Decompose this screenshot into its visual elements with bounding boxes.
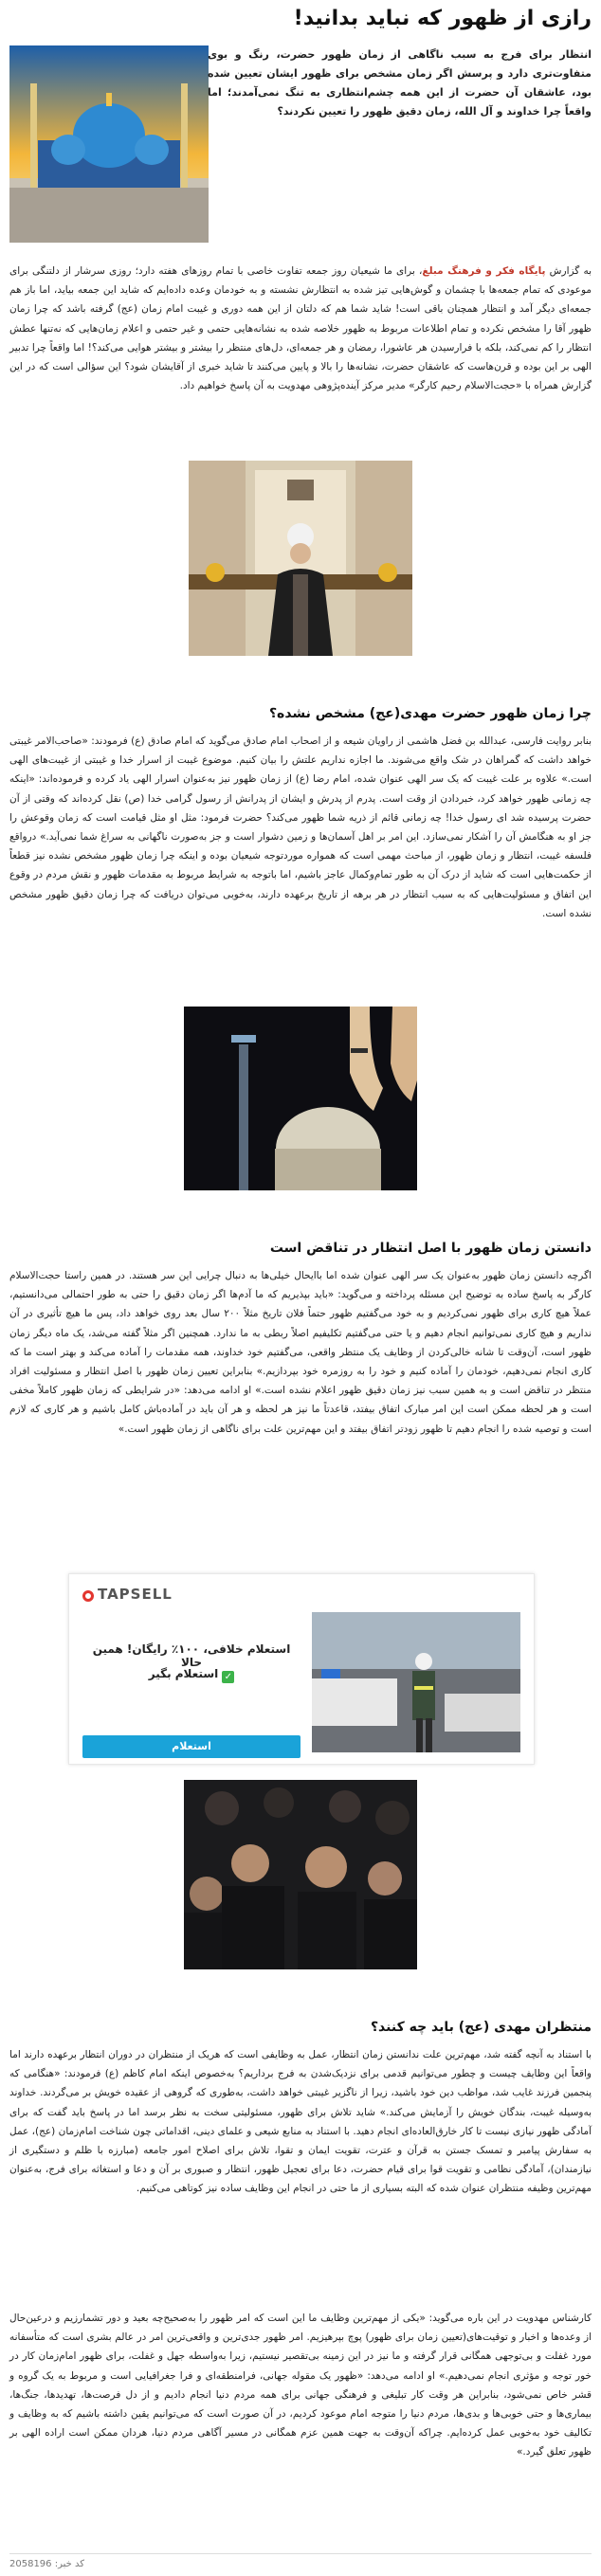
section-heading-contradiction: دانستن زمان ظهور با اصل انتظار در تناقض است bbox=[269, 1241, 592, 1256]
news-code: کد خبر: 2058196 bbox=[9, 2559, 84, 2569]
lead-section bbox=[9, 45, 592, 245]
closing-paragraph: کارشناس مهدویت در این باره می‌گوید: «یکی از مهم‌ترین وظایف ما این است که امر ظهور را به‌صحیح‌چه بعید و دور تشمارزیم و درعین‌حال از وعده‌ها و اخبار و توقیت‌های(تعیین زمان برای ظهور) پوچ بپرهیزیم. امر ظهور جدی‌ترین و واقعی‌ترین امر در عالم بشری است که متأسفانه مورد غفلت و بی‌توجهی همگانی قرار گرفته و ما نیز در این زمینه بی‌تقصیر نیستیم، زیرا به‌واسطه جهل و غفلت، برای ظهور امام‌زمان کار در خور توجه و مؤثری انجام نمی‌دهیم.» او ادامه می‌دهد: «ظهور یک مقوله جهانی، فرامنطقه‌ای و فرا جغرافیایی است و مربوط به یک گروه و قشر خاص نمی‌شود، بنابراین هر وقت کار تبلیغی و فرهنگی جهانی برای همه مردم دنیا انجام دادیم و از دل فرصت‌ها، تهدیدها، جنگ‌ها، بیماری‌ها و حتی خوبی‌ها و بدی‌ها، مردم دنیا را متوجه امام موعود کردیم، در آن صورت است که می‌توانیم یقین داشته باشیم که به وظایف و تکالیف خود به‌خوبی عمل کرده‌ایم. چراکه آن‌وقت به جهت همین عزم همگانی در مسیر آگاهی مردم دنیا، هردان ممکن است اراده الهی بر ظهور تعلق گیرد.» bbox=[9, 2313, 592, 2458]
ad-cta-button[interactable]: استعلام bbox=[82, 1735, 300, 1758]
lead-paragraph: انتظار برای فرج به سبب ناگاهی از زمان ظهور حضرت، رنگ و بوی متفاوت‌تری دارد و پرسش اگر زمان مشخص برای ظهور ایشان تعیین شده بود، عاشقان آن حضرت از این همه چشم‌انتظاری به تنگ نمی‌آمدند؛ اما واقعاً چرا خداوند و آل الله، زمان دقیق ظهور را تعیین نکردند؟ bbox=[208, 48, 592, 118]
ad-logo-ring-icon bbox=[82, 1590, 94, 1602]
check-icon: ✓ bbox=[222, 1671, 234, 1683]
mourning-crowd-photo bbox=[184, 1780, 417, 1969]
ad-subline-text: استعلام بگیر bbox=[148, 1667, 219, 1680]
section-heading-what-to-do: منتظران مهدی (عج) باید چه کنند؟ bbox=[370, 2020, 592, 2035]
source-link[interactable]: پایگاه فکر و فرهنگ مبلغ bbox=[422, 265, 546, 277]
ad-subline bbox=[82, 1667, 300, 1683]
section2-paragraph: اگرچه دانستن زمان ظهور به‌عنوان یک سر الهی عنوان شده اما باایحال خیلی‌ها به دنبال چرایی این سر هستند. در همین راستا حجت‌الاسلام کارگر به پاسخ ساده به توضیح این مسئله پرداخته و می‌گوید: «باید بپذیریم که ما آدم‌ها اگر زمان دقیق را حتی به طور احتمالی می‌دانستیم، عملاً هیچ کاری برای ظهور نمی‌کردیم و به خود می‌گفتیم ظهور حتماً فلان تاریخ مثلاً ۲۰۰ سال بعد روی خواهد داد، پس ما هیچ تأثیری در آن نداریم و هیچ کاری نمی‌توانیم انجام دهیم و یا حتی می‌گفتیم تکلیفیم اصلاً ربطی به ما ندارد. همچنین اگر مثلاً گفته می‌شد، یک ماه دیگر زمان ظهور است، آن‌وقت تا شانه خالی‌کردن از وظایف یک منتظر واقعی، می‌گفتیم خود خداوند، همه مقدمات را آماده می‌کند و بهتر است ما که کاری انجام نمی‌دهیم، خودمان را آماده کنیم و خود را به روزمره خود بپردازیم.» بنابراین تعیین زمان ظهور با اصل انتظار و مسئولیت افراد منتظر در تناقض است و به همین سبب نیز زمان دقیق ظهور اعلام نشده است.» او ادامه می‌دهد: «در شرایطی که زمان ظهور کاملاً مخفی است و هر لحظه ممکن است این امر مبارک اتفاق بیفتد، قاعدتاً ما نیز هر لحظه و هر آن باید در آماده‌باش کامل باشیم و هر کاری که لازم است و توصیه شده را انجام دهیم تا ظهور زودتر اتفاق بیفتد و این مهم‌ترین علت برای ناگاهی از زمان ظهور است.» bbox=[9, 1270, 592, 1435]
intro-body: ، برای ما شیعیان روز جمعه تفاوت خاصی با تمام روزهای هفته دارد؛ روزی سرشار از دلتنگی برای موعودی که تمام جمعه‌ها با چشمان و گوش‌هایی تیز شده به انتظارش نشسته و به خودمان وعده داده‌ایم که شاید این جمعه بیاید، اما باز هم جمعه‌ای دیگر آمد و انتظار همچنان باقی است! شاید شما هم که دلتان از این همه دوری و غیبت امام زمان (عج) گرفته باشد که چرا زمان ظهور آقا را مشخص نکرده و تمام اطلاعات مربوط به ظهور خلاصه شده به نشانه‌هایی حتمی و غیر حتمی و اعلام زمان‌هایی که نه‌تنها عطش انتظار را کم نمی‌کند، بلکه با فرارسیدن هر عاشورا، رمضان و هر جمعه‌ای، دل‌های منتظر را بیشتر و بیشتر هوایی می‌کند؟! اما واقعاً چرا تدبیر الهی بر این بوده و قرن‌هاست که عاشقان حضرت، نشانه‌ها را بالا و پایین می‌کنند تا شاید خبری از آقایشان شود؟ این سؤالی است که در این گزارش همراه با «حجت‌الاسلام رحیم کارگر» مدیر مرکز آینده‌پژوهی مهدویت به آن پاسخ خواهیم داد. bbox=[9, 265, 592, 392]
ad-headline: استعلام خلافی، ۱۰۰٪ رایگان! همین حالا bbox=[92, 1642, 291, 1669]
ad-brand-name: TAPSELL bbox=[98, 1586, 173, 1603]
intro-prefix: به گزارش bbox=[545, 265, 592, 277]
section-heading-why-not-specified: چرا زمان ظهور حضرت مهدی(عج) مشخص نشده؟ bbox=[268, 706, 592, 721]
intro-paragraph bbox=[9, 262, 592, 395]
advertisement-banner[interactable] bbox=[68, 1573, 535, 1765]
footer-divider bbox=[9, 2553, 592, 2554]
section1-paragraph: بنابر روایت فارسی، عبدالله بن فضل هاشمی از راویان شیعه و از اصحاب امام صادق می‌گوید که امام صادق (ع) فرمودند: «صاحب‌الامر غیبتی خواهد داشت که گمراهان در شک واقع می‌شوند. ما اجازه نداریم علتش را بیان کنیم. موضوع غیبت از اسرار خدا و غیبتی از غیبت‌های الهی است.» علاوه بر علت غیبت که یک سر الهی عنوان شده، امام رضا (ع) از زمان ظهور نیز به‌عنوان اسرار الهی یاد کرده و فرموده‌اند: «اینکه چه زمانی ظهور خواهد کرد، خبردادن از وقت است. پدرم از پدرش و ایشان از پدرانش از رسول گرامی خدا (ص) نقل کرده‌اند که وقتی از آن حضرت پرسیده شد ای رسول خدا! چه زمانی قائم از ذریه شما ظهور می‌کند؟ حضرت فرمود: مثل او مثل قیامت است که زمان وقوعش را جز او به هنگامش آن را آشکار نمی‌سازد. این امر بر اهل آسمان‌ها و زمین دشوار است و جز به‌صورت ناگهانی به سراغ شما نمی‌آید.» درواقع فلسفه غیبت، انتظار و زمان ظهور، از مباحث مهمی است که همواره موردتوجه شیعیان بوده و اینکه چرا زمان ظهور مشخص نشده نیز قطعاً از حکمت‌هایی است که شاید از درک آن به طور تمام‌وکمال عاجز باشیم، اما باتوجه به شرایط مربوط به مقدمات ظهور و نقش مردم در وقوع این اتفاق و مسئولیت‌هایی که به سبب انتظار در هر برهه از تاریخ برعهده دارند، به‌خوبی می‌توان دریافت که چرا زمان دقیق ظهور مشخص نشده است. bbox=[9, 735, 592, 919]
cleric-photo bbox=[189, 461, 412, 656]
ad-traffic-police-image bbox=[312, 1612, 520, 1752]
lead-image-shrine bbox=[9, 45, 209, 243]
section3-paragraph: با استناد به آنچه گفته شد، مهم‌ترین علت ندانستن زمان انتظار، عمل به وظایفی است که هریک از منتظران در دوران انتظار برعهده دارند اما واقعاً این وظایف چیست و چطور می‌توانیم قدمی برای نزدیک‌شدن به فرج برداریم؟ به‌خصوص اینکه امام کاظم (ع) فرمودند: «هنگامی که پنجمین فرزند غایب شد، مواظب دین خود باشید، زیرا از ناگزیر غیبتی خواهد داشت، به‌طوری که گروهی از عقیده خویش بر می‌گردند. خداوند به‌وسیله غیبت، بندگان خویش را آزمایش می‌کند.» شاید تلاش برای ظهور، مسئولیتی سخت به نظر برسد اما در پاسخ باید گفت که برای آمادگی ظهور نیازی نیست تا کار خارق‌العاده‌ای انجام دهید. با استناد به منابع شیعی و علمای دینی، اقداماتی چون شناخت امام‌زمان (عج)، عمل به سفارش پیامبر و تمسک جستن به قرآن و عترت، تقویت ایمان و تقوا، تلاش برای اصلاح امور جامعه (مبارزه با ظلم و دستگیری از نیازمندان)، آمادگی نظامی و تقویت قوا برای قیام حضرت، دعا برای تعجیل ظهور، انتظار و صبوری بر آن و دعا و استغاثه برای فرج، به‌عنوان مهم‌ترین وظیفه منتظران عنوان شده که البته بسیاری از ما حتی در انجام این وظایف ساده نیز کوتاهی می‌کنیم. bbox=[9, 2049, 592, 2195]
ad-brand-logo bbox=[82, 1586, 173, 1603]
night-shrine-prayer-photo bbox=[184, 1007, 417, 1190]
article-title: رازی از ظهور که نباید بدانید! bbox=[293, 7, 592, 30]
